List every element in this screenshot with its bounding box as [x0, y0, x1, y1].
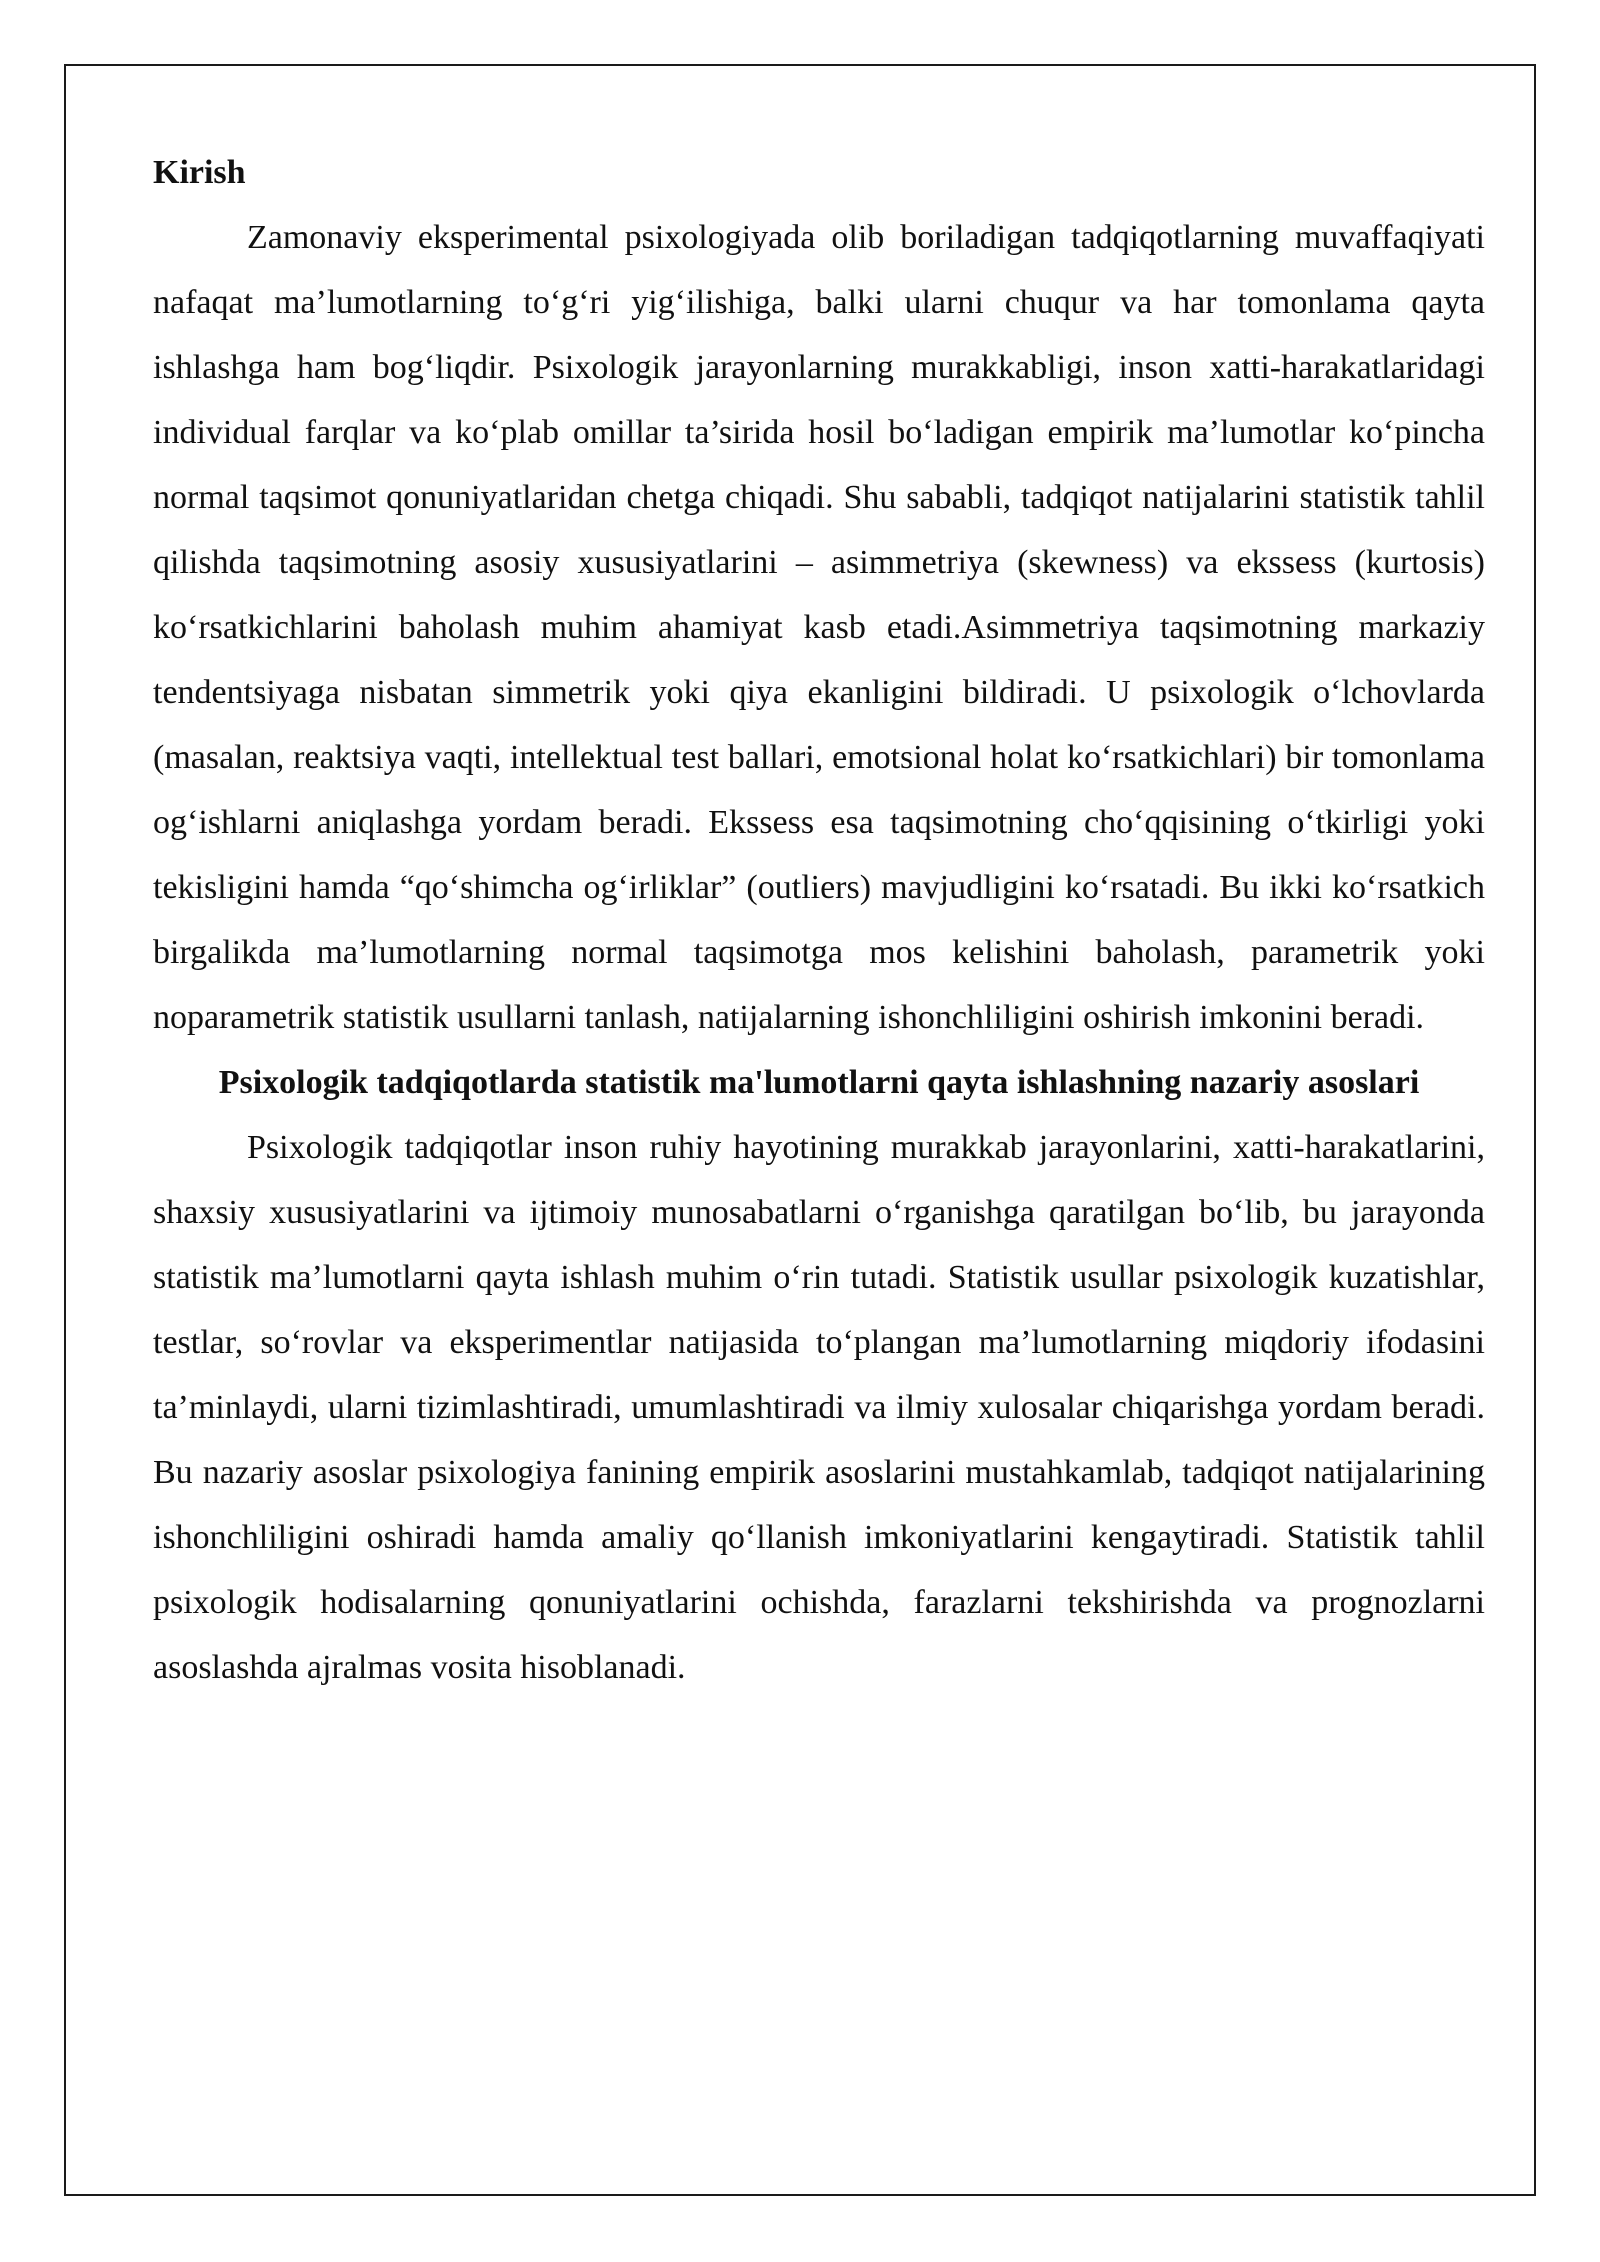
paragraph-theory: Psixologik tadqiqotlar inson ruhiy hayotining murakkab jarayonlarini, xatti-harakatlarini, shaxsiy xususiyatlarini va ijtimoiy munosabatlarni o‘rganishga qaratilgan bo‘lib, bu jarayonda statistik ma’lumotlarni qayta ishlash muhim o‘rin tutadi. Statistik usullar psixologik kuzatishlar, testlar, so‘rovlar va eksperimentlar natijasida to‘plangan ma’lumotlarning miqdoriy ifodasini ta’minlaydi, ularni tizimlashtiradi, umumlashtiradi va ilmiy xulosalar chiqarishga yordam beradi. Bu nazariy asoslar psixologiya fanining empirik asoslarini mustahkamlab, tadqiqot natijalarining ishonchliligini oshiradi hamda amaliy qo‘llanish imkoniyatlarini kengaytiradi. Statistik tahlil psixologik hodisalarning qonuniyatlarini ochishda, farazlarni tekshirishda va prognozlarni asoslashda ajralmas vosita hisoblanadi.: [153, 1129, 1485, 1686]
section-heading-kirish: Kirish: [153, 154, 246, 191]
section-heading-theory: Psixologik tadqiqotlarda statistik ma'lumotlarni qayta ishlashning nazariy asoslari: [218, 1064, 1420, 1101]
paragraph-introduction: Zamonaviy eksperimental psixologiyada olib boriladigan tadqiqotlarning muvaffaqiyati nafaqat ma’lumotlarning to‘g‘ri yig‘ilishiga, balki ularni chuqur va har tomonlama qayta ishlashga ham bog‘liqdir. Psixologik jarayonlarning murakkabligi, inson xatti-harakatlaridagi individual farqlar va ko‘plab omillar ta’sirida hosil bo‘ladigan empirik ma’lumotlar ko‘pincha normal taqsimot qonuniyatlaridan chetga chiqadi. Shu sababli, tadqiqot natijalarini statistik tahlil qilishda taqsimotning asosiy xususiyatlarini – asimmetriya (skewness) va ekssess (kurtosis) ko‘rsatkichlarini baholash muhim ahamiyat kasb etadi.Asimmetriya taqsimotning markaziy tendentsiyaga nisbatan simmetrik yoki qiya ekanligini bildiradi. U psixologik o‘lchovlarda (masalan, reaktsiya vaqti, intellektual test ballari, emotsional holat ko‘rsatkichlari) bir tomonlama og‘ishlarni aniqlashga yordam beradi. Ekssess esa taqsimotning cho‘qqisining o‘tkirligi yoki tekisligini hamda “qo‘shimcha og‘irliklar” (outliers) mavjudligini ko‘rsatadi. Bu ikki ko‘rsatkich birgalikda ma’lumotlarning normal taqsimotga mos kelishini baholash, parametrik yoki noparametrik statistik usullarni tanlash, natijalarning ishonchliligini oshirish imkonini beradi.: [153, 219, 1485, 1036]
document-body: [153, 140, 1485, 1700]
